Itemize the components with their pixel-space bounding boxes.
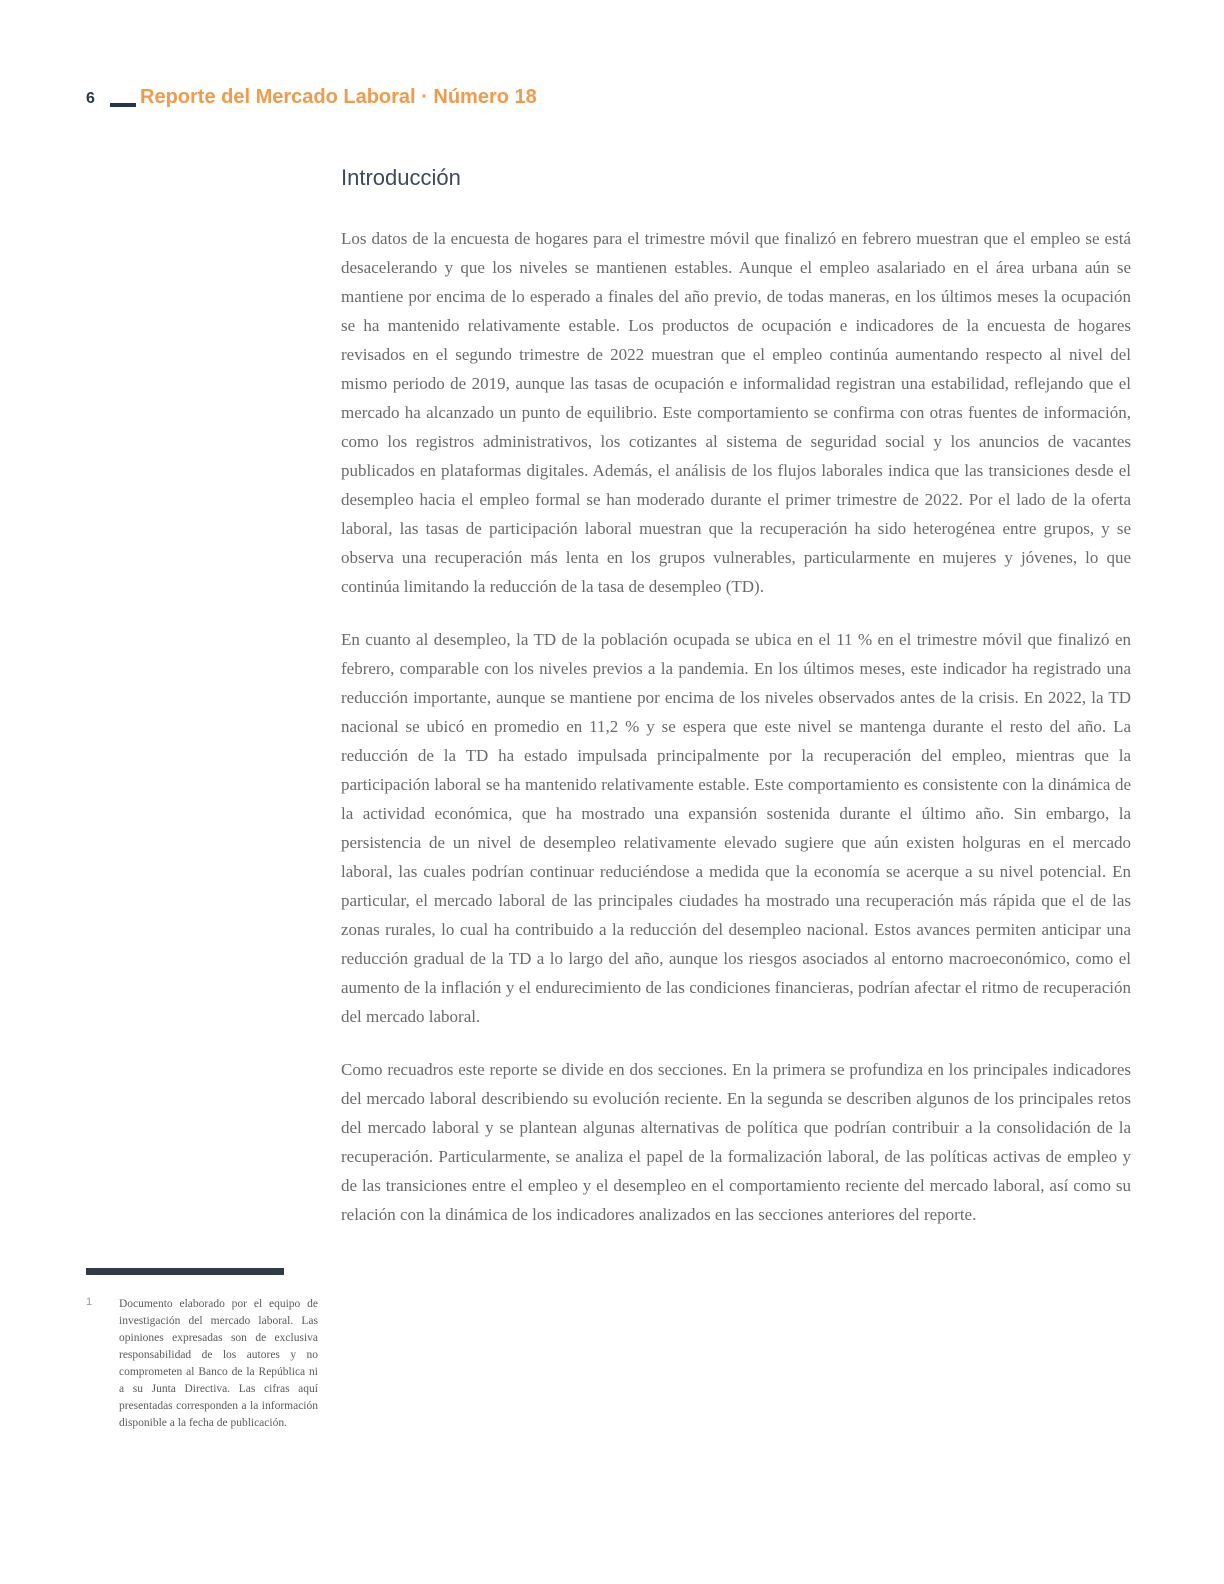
page-number: 6 [86,90,95,107]
footnote-marker: 1 [86,1296,93,1308]
footnote-divider [86,1268,284,1275]
header-accent-bar [110,103,136,107]
running-title: Reporte del Mercado Laboral · Número 18 [140,86,537,108]
paragraph-3: Como recuadros este reporte se divide en dos secciones. En la primera se profundiza en los principales indicadores del mercado laboral describiendo su evolución reciente. En la segunda se describen algunos de los principales retos del mercado laboral y se plantean algunas alternativas de política que podrían contribuir a la consolidación de la recuperación. Particularmente, se analiza el papel de la formalización laboral, de las políticas activas de empleo y de las transiciones entre el empleo y el desempleo en el comportamiento reciente del mercado laboral, así como su relación con la dinámica de los indicadores analizados en las secciones anteriores del reporte. [341,1060,1131,1224]
section-title: Introducción [341,165,461,190]
paragraph-2: En cuanto al desempleo, la TD de la población ocupada se ubica en el 11 % en el trimestre móvil que finalizó en febrero, comparable con los niveles previos a la pandemia. En los últimos meses, este indicador ha registrado una reducción importante, aunque se mantiene por encima de los niveles observados antes de la crisis. En 2022, la TD nacional se ubicó en promedio en 11,2 % y se espera que este nivel se mantenga durante el resto del año. La reducción de la TD ha estado impulsada principalmente por la recuperación del empleo, mientras que la participación laboral se ha mantenido relativamente estable. Este comportamiento es consistente con la dinámica de la actividad económica, que ha mostrado una expansión sostenida durante el último año. Sin embargo, la persistencia de un nivel de desempleo relativamente elevado sugiere que aún existen holguras en el mercado laboral, las cuales podrían continuar reduciéndose a medida que la economía se acerque a su nivel potencial. En particular, el mercado laboral de las principales ciudades ha mostrado una recuperación más rápida que el de las zonas rurales, lo cual ha contribuido a la reducción del desempleo nacional. Estos avances permiten anticipar una reducción gradual de la TD a lo largo del año, aunque los riesgos asociados al entorno macroeconómico, como el aumento de la inflación y el endurecimiento de las condiciones financieras, podrían afectar el ritmo de recuperación del mercado laboral. [341,630,1131,1026]
body-text [341,224,1131,1253]
paragraph-1: Los datos de la encuesta de hogares para el trimestre móvil que finalizó en febrero muestran que el empleo se está desacelerando y que los niveles se mantienen estables. Aunque el empleo asalariado en el área urbana aún se mantiene por encima de lo esperado a finales del año previo, de todas maneras, en los últimos meses la ocupación se ha mantenido relativamente estable. Los productos de ocupación e indicadores de la encuesta de hogares revisados en el segundo trimestre de 2022 muestran que el empleo continúa aumentando respecto al nivel del mismo periodo de 2019, aunque las tasas de ocupación e informalidad registran una estabilidad, reflejando que el mercado ha alcanzado un punto de equilibrio. Este comportamiento se confirma con otras fuentes de información, como los registros administrativos, los cotizantes al sistema de seguridad social y los anuncios de vacantes publicados en plataformas digitales. Además, el análisis de los flujos laborales indica que las transiciones desde el desempleo hacia el empleo formal se han moderado durante el primer trimestre de 2022. Por el lado de la oferta laboral, las tasas de participación laboral muestran que la recuperación ha sido heterogénea entre grupos, y se observa una recuperación más lenta en los grupos vulnerables, particularmente en mujeres y jóvenes, lo que continúa limitando la reducción de la tasa de desempleo (TD). [341,229,1131,596]
footnote-text: Documento elaborado por el equipo de investigación del mercado laboral. Las opiniones expresadas son de exclusiva responsabilidad de los autores y no comprometen al Banco de la República ni a su Junta Directiva. Las cifras aquí presentadas corresponden a la información disponible a la fecha de publicación. [119,1298,318,1429]
